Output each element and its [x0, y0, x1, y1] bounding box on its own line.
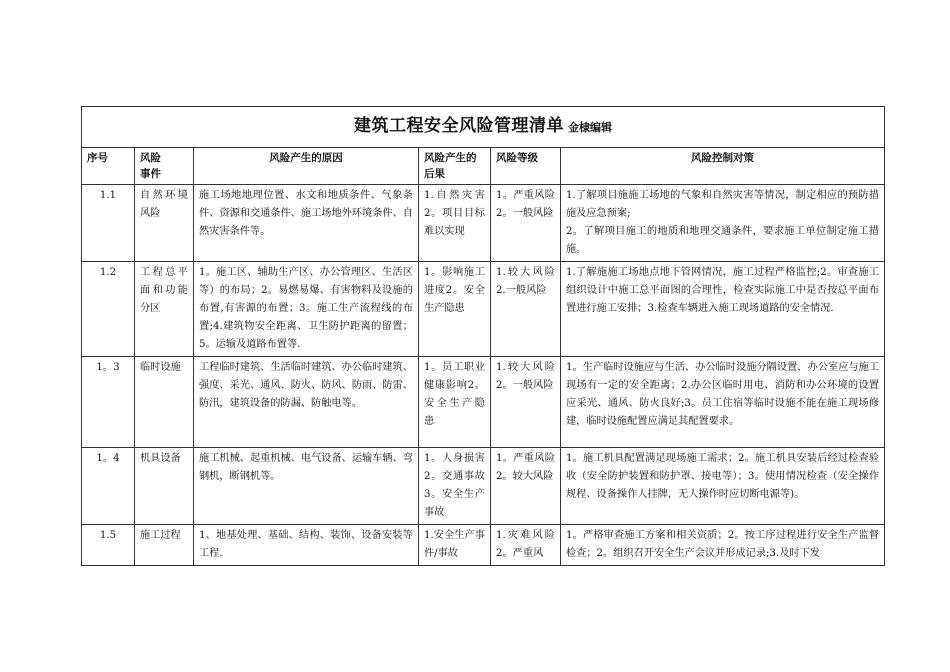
title-subtitle: 金棣编辑 [568, 120, 613, 134]
header-event-line2: 事件 [140, 168, 161, 180]
table-title [82, 107, 885, 148]
cell-cause: 施工机械、起重机械、电气设备、运输车辆、弯钢机，断钢机等。 [194, 448, 419, 525]
cell-no: 1.5 [82, 525, 135, 566]
cell-event: 机具设备 [135, 448, 194, 525]
cell-event: 施工过程 [135, 525, 194, 566]
cell-no: 1。4 [82, 448, 135, 525]
header-control: 风险控制对策 [561, 148, 885, 185]
risk-management-table [81, 106, 885, 566]
cell-level: 1.较大风险2.一般风险 [491, 262, 561, 357]
cell-control: 1。施工机具配置满足现场施工需求；2。施工机具安装后经过检查验收（安全防护装置和防护罩、接电等）；3。使用情况检查（安全操作规程、设备操作人挂牌，无人操作时应切断电源等)。 [561, 448, 885, 525]
cell-event: 自然环境风险 [135, 185, 194, 262]
header-row [82, 148, 885, 185]
cell-consequence: 1。人身损害2。交通事故3。安全生产事故 [419, 448, 491, 525]
table-row [82, 185, 885, 262]
cell-control [561, 185, 885, 262]
table-row [82, 448, 885, 525]
cell-control-line1: 1.了解项目施施工场地的气象和自然灾害等情况，制定相应的预防措施及应急预案; [566, 190, 880, 219]
title-main: 建筑工程安全风险管理清单 [354, 115, 565, 136]
cell-level: 1。严重风险2。较大风险 [491, 448, 561, 525]
cell-event: 工程总平面和功能分区 [135, 262, 194, 357]
cell-consequence: 1.安全生产事件/事故 [419, 525, 491, 566]
cell-control: 1.了解施施工场地点地下管网情况，施工过程严格监控;2。审查施工组织设计中施工总平面图的合理性，检查实际施工中是否按总平面布置进行施工安排；3.检查车辆进入施工现场道路的安全情况. [561, 262, 885, 357]
header-event-line1: 风险 [140, 152, 161, 164]
header-level: 风险等级 [491, 148, 561, 185]
table-row [82, 525, 885, 566]
cell-consequence: 1.自然灾害2。项目目标难以实现 [419, 185, 491, 262]
cell-control: 1。严格审查施工方案和相关资质；2。按工序过程进行安全生产监督检查；2。组织召开安全生产会议并形成记录;3.及时下发 [561, 525, 885, 566]
cell-control: 1。生产临时设施应与生活、办公临时设施分隔设置，办公室应与施工现场有一定的安全距离；2.办公区临时用电、消防和办公环境的设置应采光、通风、防火良好;3。员工住宿等临时设施不能在施工现场修建，临时设施配置应满足其配置要求。 [561, 357, 885, 448]
cell-event: 临时设施 [135, 357, 194, 448]
header-no: 序号 [82, 148, 135, 185]
cell-no: 1。3 [82, 357, 135, 448]
cell-consequence: 1。员工职业健康影响2。安全生产隐患 [419, 357, 491, 448]
cell-no: 1.1 [82, 185, 135, 262]
cell-cause: 施工场地地理位置、水文和地质条件、气象条件、资源和交通条件、施工场地外环境条件、自然灾害条件等。 [194, 185, 419, 262]
table-row [82, 357, 885, 448]
cell-level: 1.灾难风险2。严重风 [491, 525, 561, 566]
header-cause: 风险产生的原因 [194, 148, 419, 185]
cell-control-line2: 2。了解项目施工的地质和地理交通条件，要求施工单位制定施工措施。 [566, 226, 880, 255]
header-consequence-line1: 风险产生的 [424, 152, 477, 164]
header-event [135, 148, 194, 185]
cell-cause: 1。施工区、辅助生产区、办公管理区、生活区等）的布局；2。易燃易爆、有害物料及设施的布置,有害源的布置；3。施工生产流程线的布置;4.建筑物安全距离、卫生防护距离的留置；5。运输及道路布置等. [194, 262, 419, 357]
cell-level: 1.较大风险2。一般风险 [491, 357, 561, 448]
cell-level: 1。严重风险2。一般风险 [491, 185, 561, 262]
title-row [82, 107, 885, 148]
cell-consequence: 1。影响施工进度2。安全生产隐患 [419, 262, 491, 357]
header-consequence-line2: 后果 [424, 168, 445, 180]
table-row [82, 262, 885, 357]
cell-no: 1.2 [82, 262, 135, 357]
cell-cause: 1、地基处理、基础、结构、装饰、设备安装等工程. [194, 525, 419, 566]
header-consequence [419, 148, 491, 185]
cell-cause: 工程临时建筑、生活临时建筑、办公临时建筑、强度、采光、通风、防火、防风、防雨、防雷、防汛，建筑设备的防漏、防触电等。 [194, 357, 419, 448]
